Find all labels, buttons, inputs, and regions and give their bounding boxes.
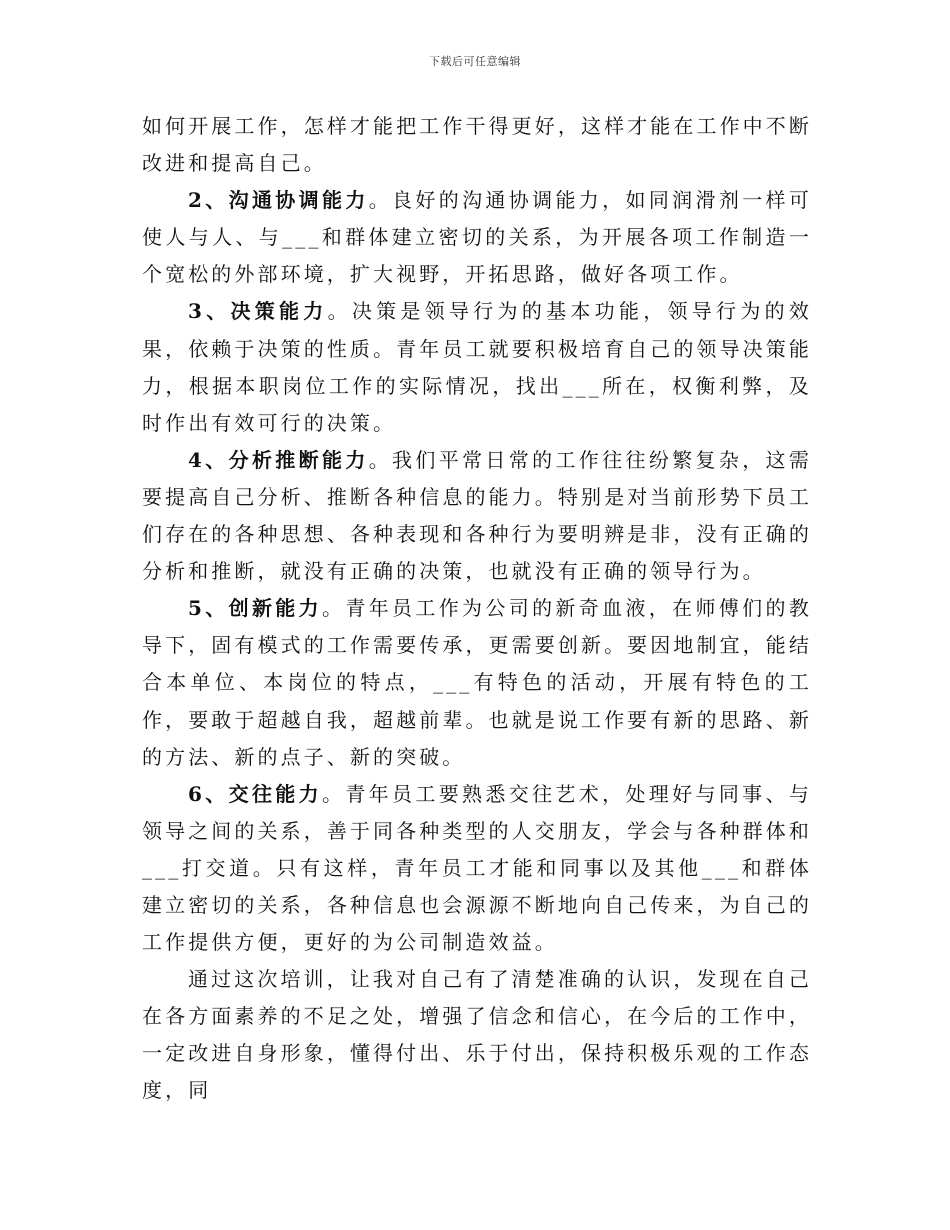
paragraph-communication: [142, 182, 812, 293]
section-heading-communication: 2、沟通协调能力: [188, 188, 369, 213]
paragraph-innovation: [142, 590, 812, 775]
paragraph-continuation: 如何开展工作，怎样才能把工作干得更好，这样才能在工作中不断改进和提高自己。: [142, 114, 812, 176]
section-heading-analysis: 4、分析推断能力: [188, 447, 369, 472]
section-heading-innovation: 5、创新能力: [188, 596, 322, 621]
document-body: [142, 108, 812, 1110]
paragraph-text: 。我们平常日常的工作往往纷繁复杂，这需要提高自己分析、推断各种信息的能力。特别是对当前形势下员工们存在的各种思想、各种表现和各种行为要明辨是非，没有正确的分析和推断，就没有正确的决策，也就没有正确的领导行为。: [142, 447, 813, 584]
paragraph-decision: [142, 293, 812, 441]
paragraph-text: 。决策是领导行为的基本功能，领导行为的效果，依赖于决策的性质。青年员工就要积极培育自己的领导决策能力，根据本职岗位工作的实际情况，找出___所在，权衡利弊，及时作出有效可行的决策。: [142, 299, 812, 435]
paragraph-communication-skill: [142, 776, 812, 961]
section-heading-interaction: 6、交往能力: [188, 781, 322, 806]
paragraph-text: 。青年员工作为公司的新奇血液，在师傅们的教导下，固有模式的工作需要传承，更需要创新。要因地制宜，能结合本单位、本岗位的特点，___有特色的活动，开展有特色的工作，要敢于超越自我，超越前辈。也就是说工作要有新的思路、新的方法、新的点子、新的突破。: [142, 596, 812, 769]
paragraph-text: 。青年员工要熟悉交往艺术，处理好与同事、与领导之间的关系，善于同各种类型的人交朋友，学会与各种群体和___打交道。只有这样，青年员工才能和同事以及其他___和群体建立密切的关系，各种信息也会源源不断地向自己传来，为自己的工作提供方便，更好的为公司制造效益。: [142, 781, 812, 955]
page-header: 下载后可任意编辑: [429, 55, 521, 68]
paragraph-text: 。良好的沟通协调能力，如同润滑剂一样可使人与人、与___和群体建立密切的关系，为开展各项工作制造一个宽松的外部环境，扩大视野，开拓思路，做好各项工作。: [142, 188, 813, 287]
section-heading-decision: 3、决策能力: [188, 299, 328, 324]
paragraph-analysis: [142, 442, 812, 590]
paragraph-conclusion: 通过这次培训，让我对自己有了清楚准确的认识，发现在自己在各方面素养的不足之处，增强了信念和信心，在今后的工作中，一定改进自身形象，懂得付出、乐于付出，保持积极乐观的工作态度，同: [142, 967, 812, 1103]
